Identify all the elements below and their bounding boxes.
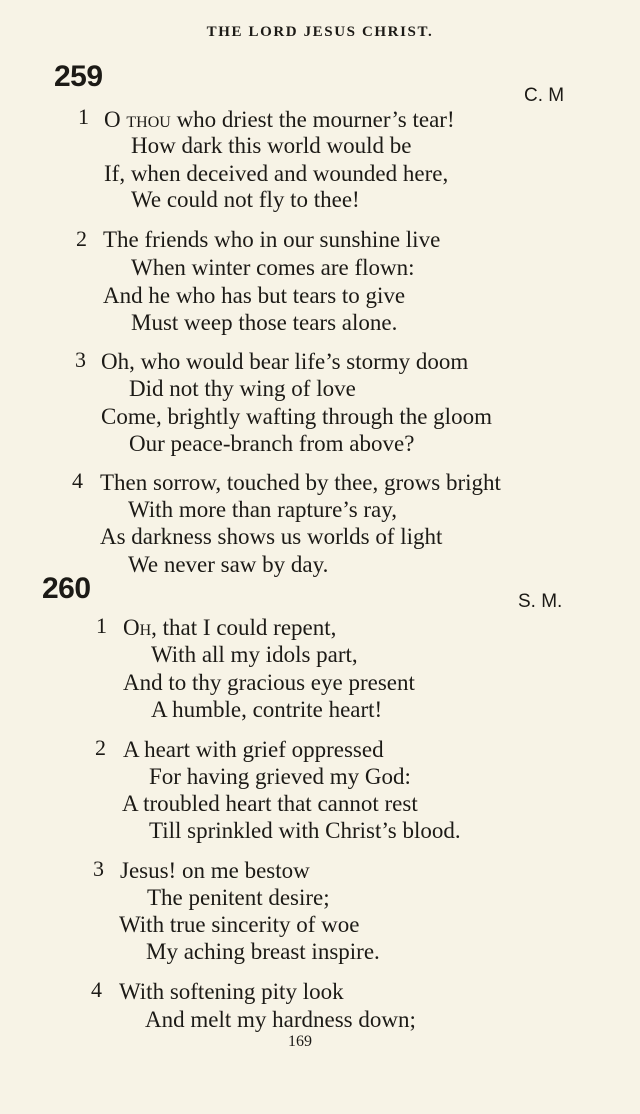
- verse-line: Till sprinkled with Christ’s blood.: [149, 818, 461, 843]
- verse-number: 4: [72, 468, 83, 493]
- verse-line: Come, brightly wafting through the gloom: [101, 404, 492, 429]
- verse-line: We could not fly to thee!: [131, 187, 360, 212]
- verse-first-word: Oh: [123, 615, 152, 640]
- verse-number: 3: [93, 856, 104, 881]
- verse-number: 1: [78, 104, 89, 129]
- verse-line: The friends who in our sunshine live: [103, 227, 441, 252]
- verse-line: We never saw by day.: [128, 552, 329, 577]
- hymn-number: 260: [42, 572, 91, 605]
- verse-line: A troubled heart that cannot rest: [122, 791, 418, 816]
- verse-line: The penitent desire;: [147, 885, 330, 910]
- verse-line: A humble, contrite heart!: [151, 697, 383, 722]
- verse-line: Then sorrow, touched by thee, grows bright: [100, 470, 501, 495]
- verse-line: And to thy gracious eye present: [123, 670, 415, 695]
- verse-number: 4: [91, 977, 102, 1002]
- page-number: 169: [288, 1033, 312, 1050]
- verse-number: 2: [95, 735, 106, 760]
- verse-line-rest: who driest the mourner’s tear!: [170, 107, 455, 132]
- verse-number: 3: [75, 347, 86, 372]
- verse-number: 1: [96, 613, 107, 638]
- verse-line: With true sincerity of woe: [119, 912, 360, 937]
- verse-line: Our peace-branch from above?: [129, 431, 415, 456]
- verse-line: With more than rapture’s ray,: [128, 497, 398, 522]
- verse-line: With all my idols part,: [151, 642, 358, 667]
- verse-line-rest: , that I could repent,: [151, 615, 337, 640]
- verse-line: If, when deceived and wounded here,: [104, 161, 449, 186]
- hymn-number: 259: [54, 60, 103, 93]
- verse-line: [123, 616, 336, 639]
- running-head: THE LORD JESUS CHRIST.: [206, 24, 434, 40]
- verse-line: Must weep those tears alone.: [131, 310, 398, 335]
- verse-line: How dark this world would be: [131, 133, 412, 158]
- verse-line: And he who has but tears to give: [103, 283, 406, 308]
- verse-line: Did not thy wing of love: [129, 376, 356, 401]
- verse-line: Oh, who would bear life’s stormy doom: [101, 349, 469, 374]
- verse-line: When winter comes are flown:: [131, 255, 415, 280]
- verse-line: For having grieved my God:: [149, 764, 411, 789]
- hymn-meter: S. M.: [518, 591, 563, 612]
- verse-line: And melt my hardness down;: [145, 1007, 416, 1032]
- verse-line: As darkness shows us worlds of light: [100, 524, 443, 549]
- hymn-meter: C. M: [524, 85, 565, 106]
- verse-line: A heart with grief oppressed: [123, 737, 384, 762]
- verse-number: 2: [76, 226, 87, 251]
- verse-line: My aching breast inspire.: [146, 939, 380, 964]
- verse-line: [104, 108, 455, 131]
- verse-line: With softening pity look: [119, 979, 344, 1004]
- verse-line: Jesus! on me bestow: [120, 858, 310, 883]
- verse-first-word: O thou: [104, 107, 171, 132]
